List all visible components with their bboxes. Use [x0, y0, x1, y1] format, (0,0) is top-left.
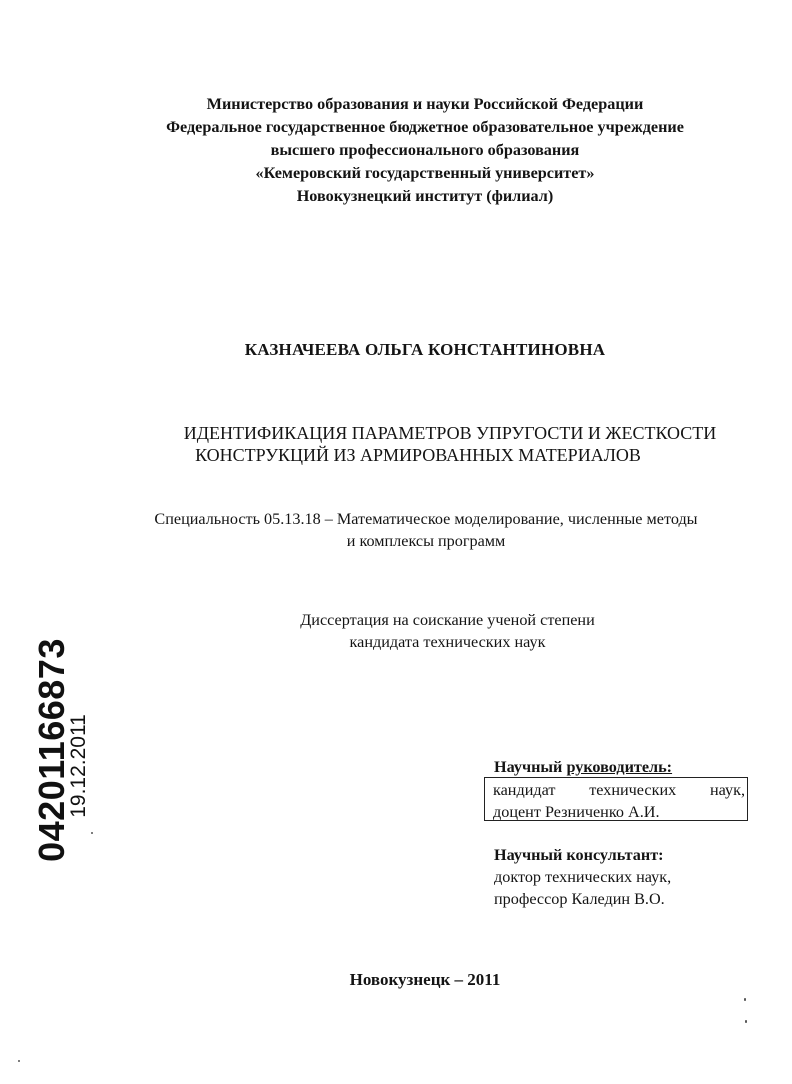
supervisor-line-2: доцент Резниченко А.И. — [493, 803, 660, 821]
scan-speck — [745, 1020, 747, 1023]
supervisor-word-3: наук, — [709, 781, 745, 799]
supervisor-word-2: технических — [589, 781, 677, 799]
supervisor-label — [494, 756, 746, 778]
consultant-line-2: профессор Каледин В.О. — [494, 890, 665, 908]
title-line-1: ИДЕНТИФИКАЦИЯ ПАРАМЕТРОВ УПРУГОСТИ И ЖЕСТКОСТИ — [183, 423, 717, 443]
consultant-line-1: доктор технических наук, — [494, 868, 672, 886]
university-name-line: «Кемеровский государственный университет» — [255, 164, 595, 182]
author-name: КАЗНАЧЕЕВА ОЛЬГА КОНСТАНТИНОВНА — [244, 340, 606, 359]
scan-speck — [91, 832, 93, 834]
supervisor-line-1 — [493, 779, 745, 801]
degree-line-2: кандидата технических наук — [349, 633, 546, 651]
city-year: Новокузнецк – 2011 — [349, 970, 501, 989]
library-stamp-date: 19.12.2011 — [67, 714, 90, 818]
supervisor-word-1: кандидат — [493, 781, 556, 799]
specialty-line-1: Специальность 05.13.18 – Математическое моделирование, численные методы — [154, 510, 698, 528]
degree-line-1: Диссертация на соискание ученой степени — [300, 611, 595, 629]
degree-statement — [0, 609, 792, 653]
specialty — [0, 508, 792, 552]
scan-speck — [18, 1060, 20, 1062]
education-level-line: высшего профессионального образования — [270, 141, 580, 159]
consultant-block — [494, 844, 754, 910]
institution-type-line: Федеральное государственное бюджетное образовательное учреждение — [166, 118, 684, 136]
consultant-label: Научный консультант: — [494, 846, 664, 864]
supervisor-label-part1: Научный — [494, 758, 567, 776]
title-line-2: КОНСТРУКЦИЙ ИЗ АРМИРОВАННЫХ МАТЕРИАЛОВ — [195, 445, 641, 465]
institute-name-line: Новокузнецкий институт (филиал) — [296, 187, 554, 205]
institution-header — [0, 93, 792, 208]
library-stamp-number: 04201166873 — [31, 638, 72, 862]
supervisor-details — [493, 779, 745, 823]
dissertation-title — [0, 422, 792, 466]
ministry-line: Министерство образования и науки Российской Федерации — [206, 95, 644, 113]
supervisor-label-part2: руководитель: — [566, 758, 673, 776]
supervisor-label-block — [494, 756, 746, 778]
scan-speck — [744, 998, 746, 1001]
specialty-line-2: и комплексы программ — [346, 532, 506, 550]
